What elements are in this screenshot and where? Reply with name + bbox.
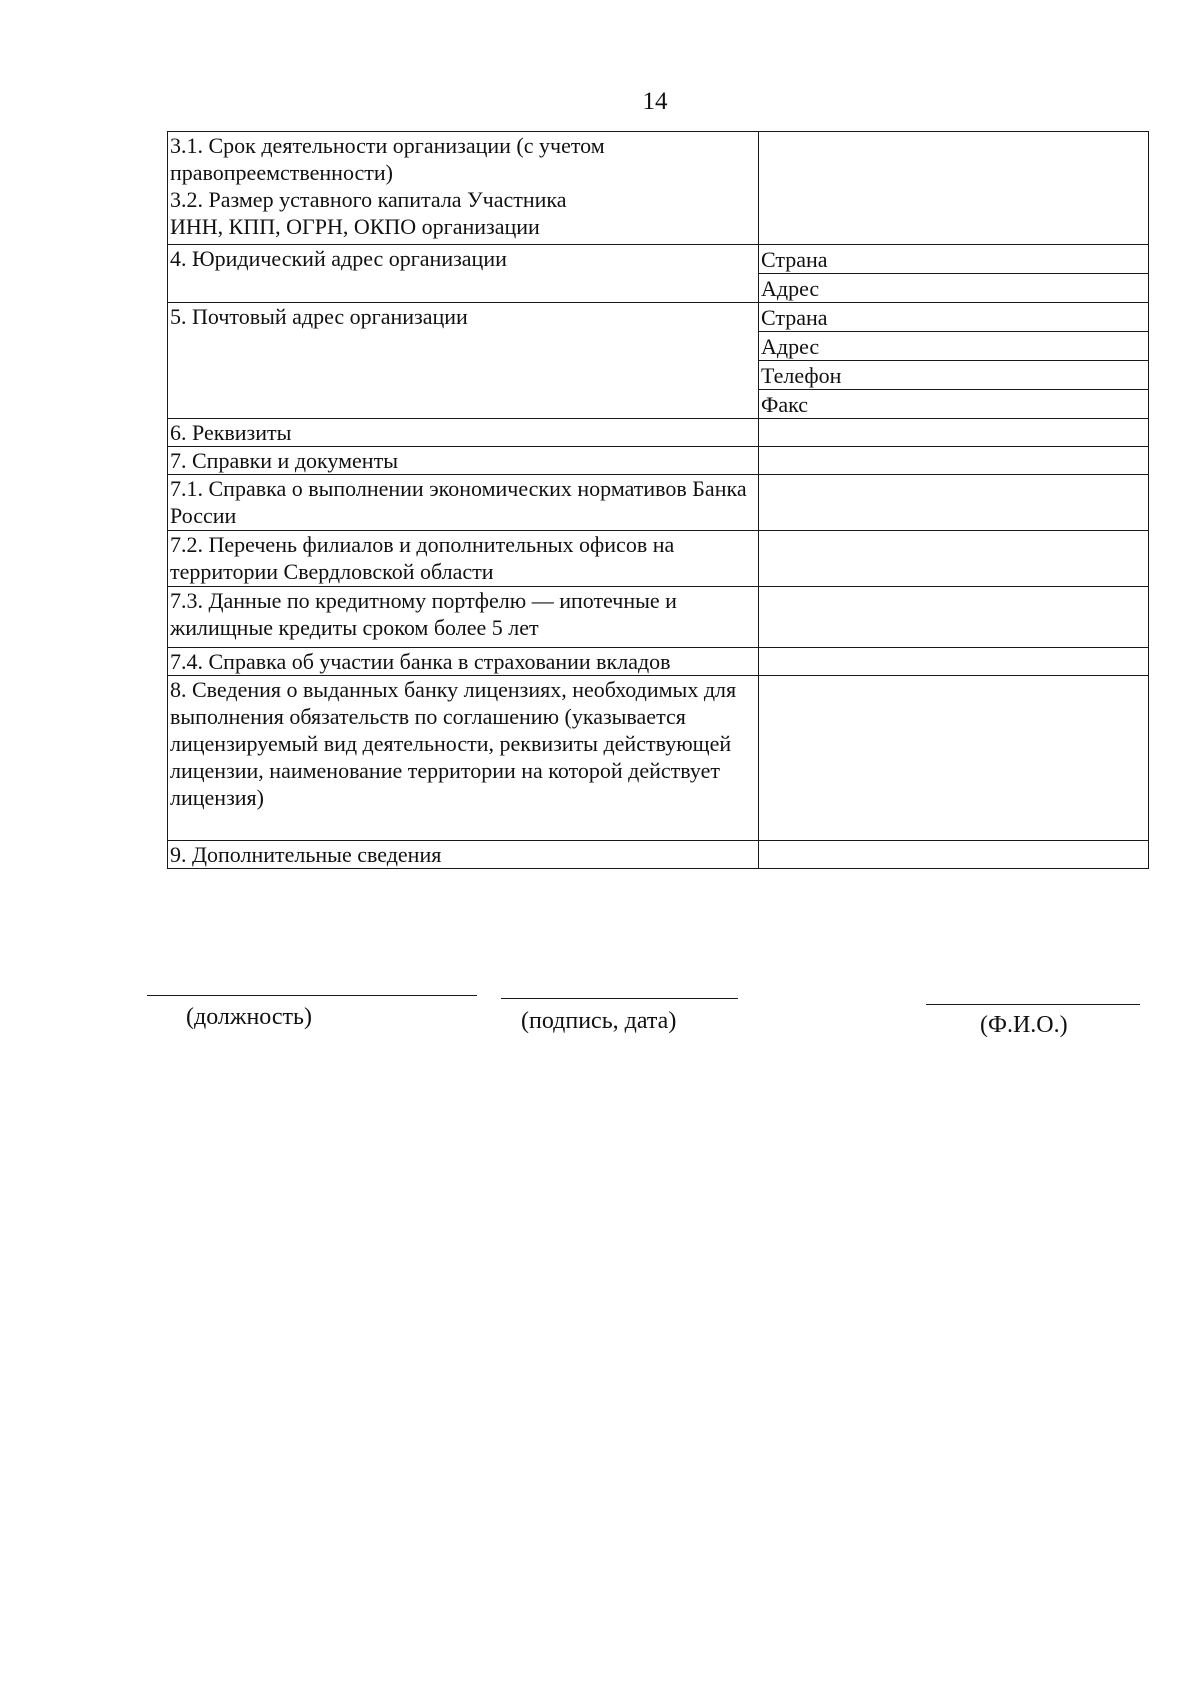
table-row bbox=[168, 587, 1149, 648]
full-name-caption: (Ф.И.О.) bbox=[980, 1012, 1068, 1038]
credit-portfolio-label: 7.3. Данные по кредитному портфелю — ипотечные и жилищные кредиты сроком более 5 лет bbox=[168, 587, 759, 648]
additional-info-value bbox=[759, 841, 1149, 869]
table-row bbox=[168, 132, 1149, 245]
branches-list-value bbox=[759, 531, 1149, 587]
credit-portfolio-value bbox=[759, 587, 1149, 648]
legal-address-address-field: Адрес bbox=[759, 274, 1149, 303]
documents-value bbox=[759, 447, 1149, 475]
signature-date-caption: (подпись, дата) bbox=[521, 1008, 677, 1034]
organization-info-table bbox=[167, 131, 1149, 869]
documents-label: 7. Справки и документы bbox=[168, 447, 759, 475]
table-row bbox=[168, 245, 1149, 274]
additional-info-label: 9. Дополнительные сведения bbox=[168, 841, 759, 869]
branches-list-label: 7.2. Перечень филиалов и дополнительных офисов на территории Свердловской области bbox=[168, 531, 759, 587]
legal-address-country-field: Страна bbox=[759, 245, 1149, 274]
postal-address-fax-field: Факс bbox=[759, 390, 1149, 419]
postal-address-phone-field: Телефон bbox=[759, 361, 1149, 390]
position-signature-line bbox=[147, 995, 477, 996]
position-caption: (должность) bbox=[186, 1004, 312, 1030]
term-and-capital-label: 3.1. Срок деятельности организации (с учетом правопреемственности) 3.2. Размер уставного капитала Участника ИНН, КПП, ОГРН, ОКПО организации bbox=[168, 132, 759, 245]
requisites-label: 6. Реквизиты bbox=[168, 419, 759, 447]
page-number: 14 bbox=[642, 88, 668, 115]
licenses-value bbox=[759, 676, 1149, 841]
economic-standards-value bbox=[759, 475, 1149, 531]
term-and-capital-value bbox=[759, 132, 1149, 245]
licenses-label: 8. Сведения о выданных банку лицензиях, необходимых для выполнения обязательств по соглашению (указывается лицензируемый вид деятельности, реквизиты действующей лицензии, наименование территории на которой действует лицензия) bbox=[168, 676, 759, 841]
full-name-signature-line bbox=[926, 1004, 1140, 1005]
table-row bbox=[168, 648, 1149, 676]
table-row bbox=[168, 447, 1149, 475]
table-row bbox=[168, 531, 1149, 587]
table-row bbox=[168, 841, 1149, 869]
table-row bbox=[168, 303, 1149, 332]
deposit-insurance-label: 7.4. Справка об участии банка в страховании вкладов bbox=[168, 648, 759, 676]
table-row bbox=[168, 475, 1149, 531]
postal-address-address-field: Адрес bbox=[759, 332, 1149, 361]
economic-standards-label: 7.1. Справка о выполнении экономических нормативов Банка России bbox=[168, 475, 759, 531]
legal-address-label: 4. Юридический адрес организации bbox=[168, 245, 759, 303]
table-row bbox=[168, 419, 1149, 447]
postal-address-label: 5. Почтовый адрес организации bbox=[168, 303, 759, 419]
postal-address-country-field: Страна bbox=[759, 303, 1149, 332]
requisites-value bbox=[759, 419, 1149, 447]
deposit-insurance-value bbox=[759, 648, 1149, 676]
signature-date-line bbox=[501, 998, 738, 999]
table-row bbox=[168, 676, 1149, 841]
